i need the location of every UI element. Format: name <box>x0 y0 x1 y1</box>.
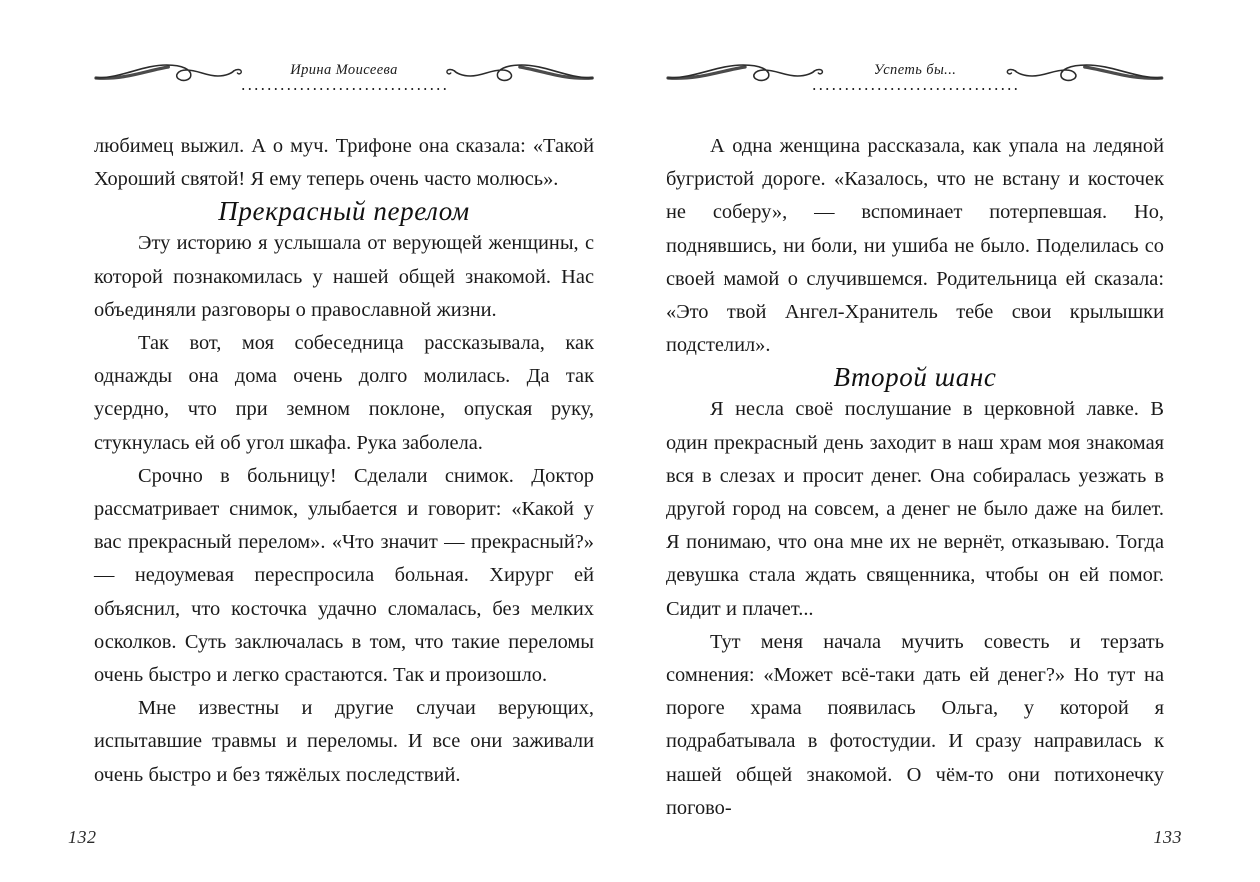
story-title-prekrasny-perelom: Прекрасный перелом <box>218 196 470 227</box>
running-head-dotted-rule <box>240 84 448 90</box>
paragraph: Срочно в больницу! Сделали снимок. Доктор рассматривает снимок, улыбается и говорит: «Какой у вас прекрасный перелом». «Что значит — прекрасный?» — недоумевая переспросила больная. Хирург ей объяснил, что косточка удачно сломалась, без мелких осколков. Суть заключалась в том, что такие переломы очень быстро и легко срастаются. Так и произошло. <box>94 464 594 687</box>
page-right-content <box>666 130 1164 825</box>
paragraph: Так вот, моя собеседница рассказывала, как однажды она дома очень долго молилась. Да так усердно, что при земном поклоне, опуская руку, стукнулась ей об угол шкафа. Рука заболела. <box>94 332 594 454</box>
running-head-dotted-rule <box>811 84 1019 90</box>
page-number-left: 132 <box>68 827 97 847</box>
paragraph-continued: любимец выжил. А о муч. Трифоне она сказала: «Такой Хороший святой! Я ему теперь очень часто молюсь». <box>94 135 594 191</box>
story-title-vtoroy-shans: Второй шанс <box>833 362 997 393</box>
page-left-content <box>94 130 594 792</box>
paragraph: Мне известны и другие случаи верующих, испытавшие травмы и переломы. И все они заживали очень быстро и без тяжёлых последствий. <box>94 697 594 786</box>
paragraph: Я несла своё послушание в церковной лавке. В один прекрасный день заходит в наш храм моя знакомая вся в слезах и просит денег. Она собиралась уезжать в другой город на совсем, а денег не было даже на билет. Я понимаю, что она мне их не вернёт, отказываю. Тогда девушка стала ждать священника, чтобы он ей помог. Сидит и плачет... <box>666 398 1164 620</box>
running-head-title-right: Успеть бы... <box>873 61 957 78</box>
page-right <box>630 0 1260 882</box>
paragraph: Тут меня начала мучить совесть и терзать сомнения: «Может всё-таки дать ей денег?» Но тут на пороге храма появилась Ольга, у которой я подрабатывала в фотостудии. И сразу направилась к нашей общей знакомой. О чём-то они потихонечку погово- <box>666 630 1164 819</box>
page-number-right: 133 <box>1153 827 1182 847</box>
running-head-title-left: Ирина Моисеева <box>290 61 398 78</box>
running-head-right <box>666 58 1164 120</box>
paragraph-continued: А одна женщина рассказала, как упала на ледяной бугристой дороге. «Казалось, что не встану и косточек не соберу», — вспоминает потерпевшая. Но, поднявшись, ни боли, ни ушиба не было. Поделилась со своей мамой о случившемся. Родительница ей сказала: «Это твой Ангел-Хранитель тебе свои крылышки подстелил». <box>666 135 1164 357</box>
paragraph: Эту историю я услышала от верующей женщины, с которой познакомилась у нашей общей знакомой. Нас объединяли разговоры о православной жизни. <box>94 232 594 321</box>
running-head-left <box>94 58 594 120</box>
